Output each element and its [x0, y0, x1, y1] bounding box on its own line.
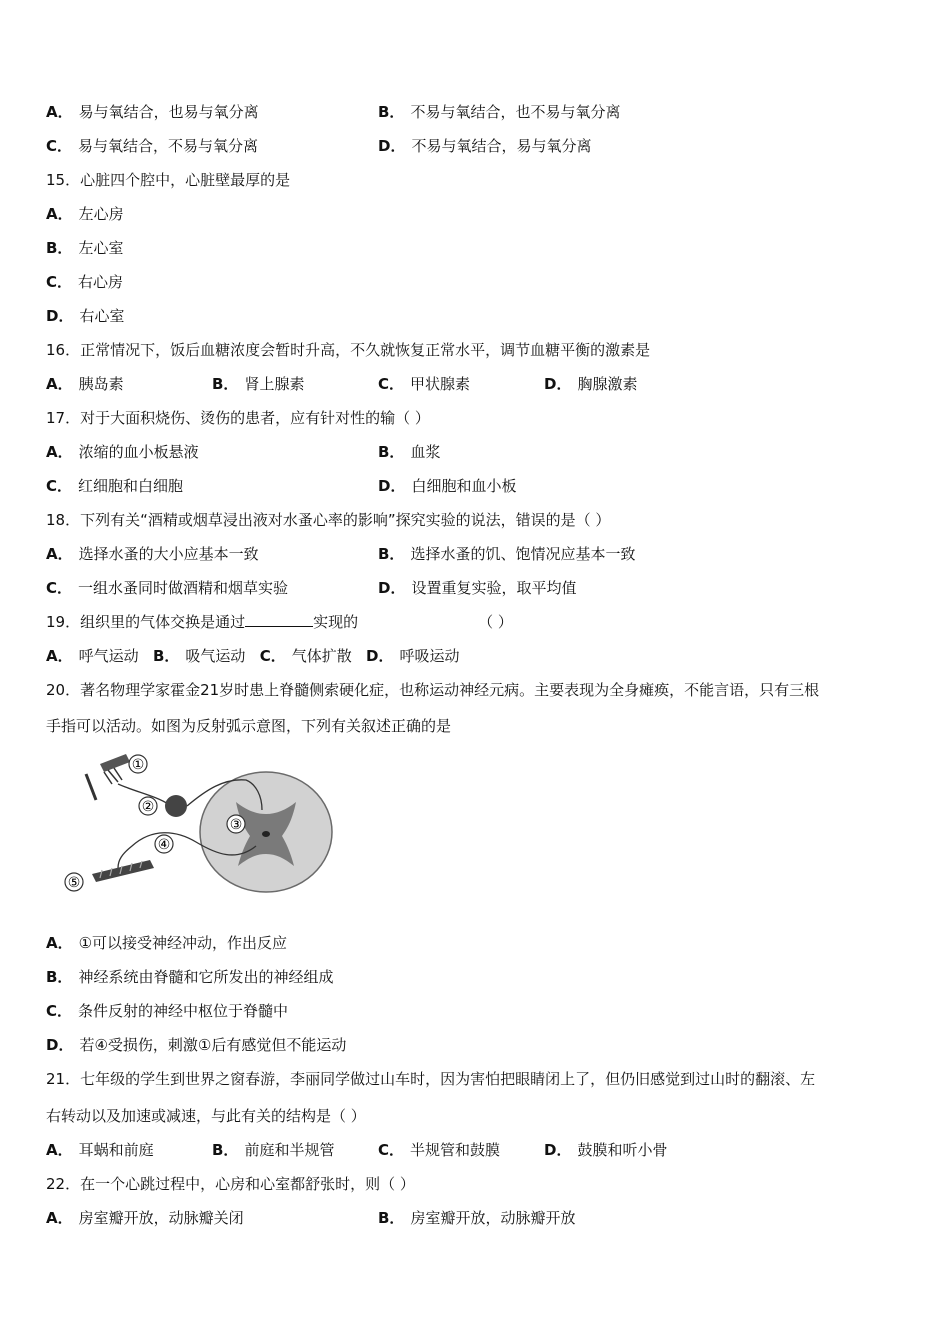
central-canal	[262, 831, 270, 837]
q20-option-a: A． ①可以接受神经冲动，作出反应	[46, 934, 288, 952]
q14-option-a: A． 易与氧结合，也易与氧分离	[46, 103, 259, 121]
q17-stem: 17．对于大面积烧伤、烫伤的患者，应有针对性的输（ ）	[46, 409, 430, 427]
q17-option-c: C． 红细胞和白细胞	[46, 477, 184, 495]
q20-stem-line1: 20．著名物理学家霍金21岁时患上脊髓侧索硬化症，也称运动神经元病。主要表现为全身瘫痪，不能言语，只有三根	[46, 681, 820, 699]
receptor-edge	[86, 774, 96, 800]
q14-option-b: B． 不易与氧结合，也不易与氧分离	[378, 103, 621, 121]
q22-stem: 22．在一个心跳过程中，心房和心室都舒张时，则（ ）	[46, 1175, 415, 1193]
q21-option-a: A． 耳蜗和前庭	[46, 1141, 154, 1159]
q20-option-d: D． 若④受损伤，刺激①后有感觉但不能运动	[46, 1036, 347, 1054]
q17-option-b: B． 血浆	[378, 443, 441, 461]
q22-option-b: B． 房室瓣开放，动脉瓣开放	[378, 1209, 576, 1227]
ganglion	[165, 795, 187, 817]
label-1: ①	[131, 757, 145, 773]
q20-stem-line2: 手指可以活动。如图为反射弧示意图，下列有关叙述正确的是	[46, 717, 452, 735]
q16-option-c: C． 甲状腺素	[378, 375, 471, 393]
q18-option-c: C． 一组水蚤同时做酒精和烟草实验	[46, 579, 289, 597]
q21-option-c: C． 半规管和鼓膜	[378, 1141, 501, 1159]
q16-option-b: B． 肾上腺素	[212, 375, 305, 393]
q19-stem: 19．组织里的气体交换是通过 实现的 （ ）	[46, 613, 513, 631]
label-2: ②	[141, 799, 155, 815]
q14-option-d: D． 不易与氧结合，易与氧分离	[378, 137, 592, 155]
q18-option-b: B． 选择水蚤的饥、饱情况应基本一致	[378, 545, 636, 563]
q15-option-b: B． 左心室	[46, 239, 124, 257]
q16-stem: 16．正常情况下，饭后血糖浓度会暂时升高，不久就恢复正常水平，调节血糖平衡的激素是	[46, 341, 651, 359]
q21-stem-line2: 右转动以及加速或减速，与此有关的结构是（ ）	[46, 1107, 366, 1125]
q15-option-d: D． 右心室	[46, 307, 125, 325]
label-5: ⑤	[67, 875, 81, 891]
q21-stem-line1: 21．七年级的学生到世界之窗春游，李丽同学做过山车时，因为害怕把眼睛闭上了，但仍旧感觉到过山时的翻滚、左	[46, 1070, 816, 1088]
q16-option-a: A． 胰岛素	[46, 375, 124, 393]
reflex-arc-figure	[56, 750, 336, 900]
q18-option-d: D． 设置重复实验，取平均值	[378, 579, 577, 597]
label-3: ③	[229, 817, 243, 833]
q19-options: A． 呼气运动 B． 吸气运动 C． 气体扩散 D． 呼吸运动	[46, 647, 460, 665]
q16-option-d: D． 胸腺激素	[544, 375, 638, 393]
q22-option-a: A． 房室瓣开放，动脉瓣关闭	[46, 1209, 244, 1227]
q15-stem: 15．心脏四个腔中，心脏壁最厚的是	[46, 171, 291, 189]
q19-answer-blank	[245, 612, 313, 627]
q14-option-c: C． 易与氧结合，不易与氧分离	[46, 137, 259, 155]
q17-option-a: A． 浓缩的血小板悬液	[46, 443, 199, 461]
q20-option-c: C． 条件反射的神经中枢位于脊髓中	[46, 1002, 289, 1020]
q21-option-b: B． 前庭和半规管	[212, 1141, 335, 1159]
q15-option-a: A． 左心房	[46, 205, 124, 223]
label-4: ④	[157, 837, 171, 853]
q21-option-d: D． 鼓膜和听小骨	[544, 1141, 668, 1159]
q18-option-a: A． 选择水蚤的大小应基本一致	[46, 545, 259, 563]
q20-option-b: B． 神经系统由脊髓和它所发出的神经组成	[46, 968, 334, 986]
q18-stem: 18．下列有关“酒精或烟草浸出液对水蚤心率的影响”探究实验的说法，错误的是（ ）	[46, 511, 611, 529]
q15-option-c: C． 右心房	[46, 273, 124, 291]
q17-option-d: D． 白细胞和血小板	[378, 477, 517, 495]
